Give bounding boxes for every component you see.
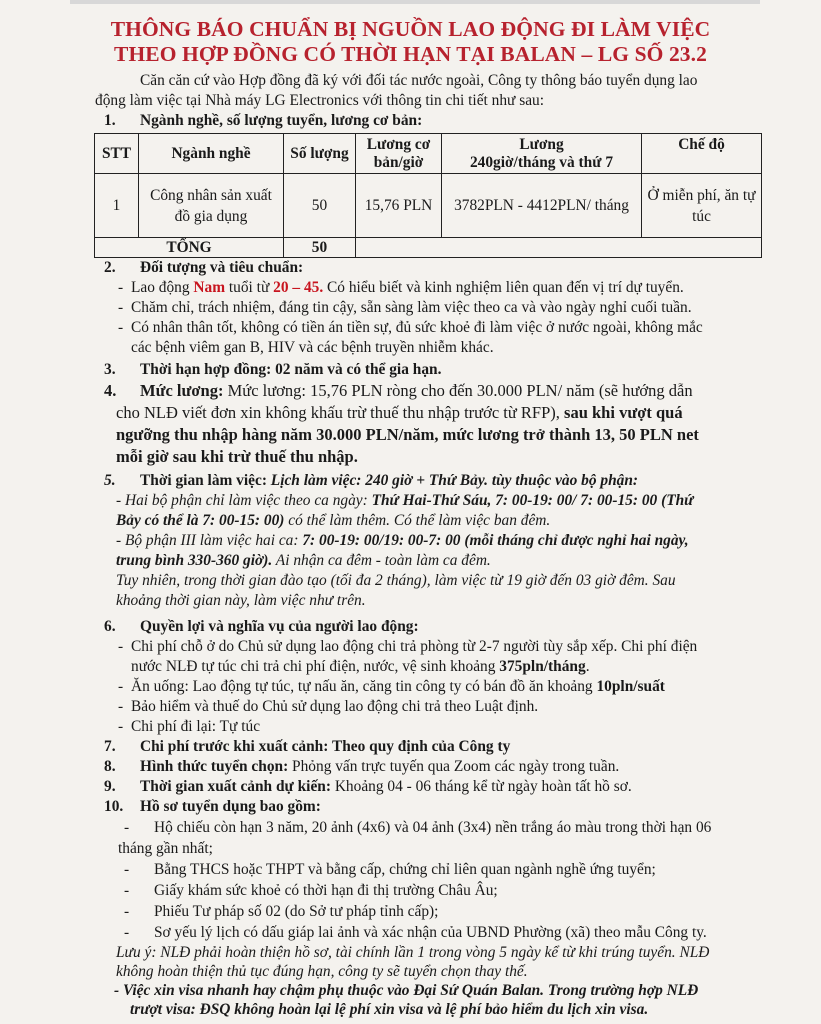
list-item: - Ăn uống: Lao động tự túc, tự nấu ăn, căng tin công ty có bán đồ ăn khoảng 10pln/suất — [0, 677, 821, 697]
section-2-heading: 2. Đối tượng và tiêu chuẩn: — [104, 259, 304, 276]
col-luongco: Lương cơ bản/giờ — [356, 134, 442, 174]
list-item: - Chi phí chỗ ở do Chủ sử dụng lao động chi trả phòng từ 2-7 người tùy sắp xếp. Chi phí điện nước NLĐ tự túc chi trả chi phí điện, nước, vệ sinh khoảng 375pln/tháng. — [0, 637, 821, 677]
document-title: THÔNG BÁO CHUẨN BỊ NGUỒN LAO ĐỘNG ĐI LÀM VIỆC THEO HỢP ĐỒNG CÓ THỜI HẠN TẠI BALAN – LG SỐ 23.2 — [110, 17, 711, 66]
section-4: 4. Mức lương: Mức lương: 15,76 PLN ròng cho đến 30.000 PLN/ năm (sẽ hướng dẫn cho NLĐ viết đơn xin không khấu trừ thuế thu nhập trước từ RFP), sau khi vượt quá ngưỡng thu nhập hàng năm 30.000 PLN/năm, mức lương trở thành 13, 50 PLN net mỗi giờ sau khi trừ thuế thu nhập. — [104, 381, 699, 466]
intro-line-1: Căn căn cứ vào Hợp đồng đã ký với đối tác nước ngoài, Công ty thông báo tuyển dụng lao — [140, 72, 698, 89]
list-item: - Chi phí đi lại: Tự túc — [0, 717, 821, 737]
col-stt: STT — [95, 134, 139, 174]
section-5: 5. Thời gian làm việc: Lịch làm việc: 240 giờ + Thứ Bảy. tùy thuộc vào bộ phận: - Hai bộ phận chỉ làm việc theo ca ngày: Thứ Hai-Thứ Sáu, 7: 00-19: 00/ 7: 00-15: 00 (Thứ Bảy có thể là 7: 00-15: 00) có thể làm thêm. Có thể làm việc ban đêm. - Bộ phận III làm việc hai ca: 7: 00-19: 00/19: 00-7: 00 (mỗi tháng chỉ được nghỉ hai ngày, trung bình 330-360 giờ). Ai nhận ca đêm - toàn làm ca đêm. Tuy nhiên, trong thời gian đào tạo (tối đa 2 tháng), làm việc từ 19 giờ đến 03 giờ đêm. Sau khoảng thời gian này, làm việc như trên. — [104, 472, 694, 609]
section-10-heading: 10. Hồ sơ tuyển dụng bao gồm: — [104, 798, 321, 815]
note: Lưu ý: NLĐ phải hoàn thiện hồ sơ, tài chính lần 1 trong vòng 5 ngày kể từ khi trúng tuyển. NLĐ không hoàn thiện thủ tục đúng hạn, công ty sẽ tuyển chọn thay thế. - Việc xin visa nhanh hay chậm phụ thuộc vào Đại Sứ Quán Balan. Trong trường hợp NLĐ trượt visa: ĐSQ không hoàn lại lệ phí xin visa và lệ phí bảo hiểm du lịch xin visa. — [114, 944, 710, 1018]
documents-list: - Hộ chiếu còn hạn 3 năm, 20 ảnh (4x6) và 04 ảnh (3x4) nền trắng áo màu trong thời hạn 06 tháng gần nhất; - Bằng THCS hoặc THPT và bằng cấp, chứng chỉ liên quan ngành nghề ứng tuyển; - Giấy khám sức khoẻ có thời hạn đi thị trường Châu Âu; - Phiếu Tư pháp số 02 (do Sở tư pháp tỉnh cấp); - Sơ yếu lý lịch có dấu giáp lai ảnh và xác nhận của UBND Phường (xã) theo mẫu Công ty. — [118, 819, 712, 941]
col-soluong: Số lượng — [284, 134, 356, 174]
list-item: - Lao động Nam tuổi từ 20 – 45. Có hiểu biết và kinh nghiệm liên quan đến vị trí dự tuyển. — [0, 278, 821, 298]
section-7-heading: 7. Chi phí trước khi xuất cảnh: Theo quy định của Công ty — [104, 738, 511, 755]
section-6-heading: 6. Quyền lợi và nghĩa vụ của người lao động: — [104, 618, 419, 635]
section-9: 9. Thời gian xuất cảnh dự kiến: Khoảng 04 - 06 tháng kể từ ngày hoàn tất hồ sơ. — [104, 778, 632, 795]
job-table — [94, 133, 762, 258]
col-nganh: Ngành nghề — [139, 134, 284, 174]
col-luong: Lương 240giờ/tháng và thứ 7 — [442, 134, 642, 174]
col-chedo: Chế độ — [642, 134, 762, 174]
section-3-heading: 3. Thời hạn hợp đồng: 02 năm và có thể gia hạn. — [104, 361, 442, 378]
table-row: 1 Công nhân sản xuất đồ gia dụng 50 15,76 PLN 3782PLN - 4412PLN/ tháng Ở miễn phí, ăn tự túc — [95, 174, 762, 238]
table-total-row: TỔNG 50 — [95, 238, 762, 258]
top-edge — [70, 0, 760, 4]
list-item: - Chăm chỉ, trách nhiệm, đáng tin cậy, sẵn sàng làm việc theo ca và vào ngày nghỉ cuối tuần. — [0, 298, 821, 318]
list-item: - Có nhân thân tốt, không có tiền án tiền sự, đủ sức khoẻ đi làm việc ở nước ngoài, không mắc các bệnh viêm gan B, HIV và các bệnh truyền nhiễm khác. — [0, 318, 821, 358]
section-1-heading: 1. Ngành nghề, số lượng tuyển, lương cơ bản: — [104, 112, 423, 129]
section-8: 8. Hình thức tuyển chọn: Phỏng vấn trực tuyến qua Zoom các ngày trong tuần. — [104, 758, 620, 775]
intro-line-2: động làm việc tại Nhà máy LG Electronics với thông tin chi tiết như sau: — [95, 92, 545, 109]
list-item: - Bảo hiểm và thuế do Chủ sử dụng lao động chi trả theo Luật định. — [0, 697, 821, 717]
table-header-row — [95, 134, 762, 174]
